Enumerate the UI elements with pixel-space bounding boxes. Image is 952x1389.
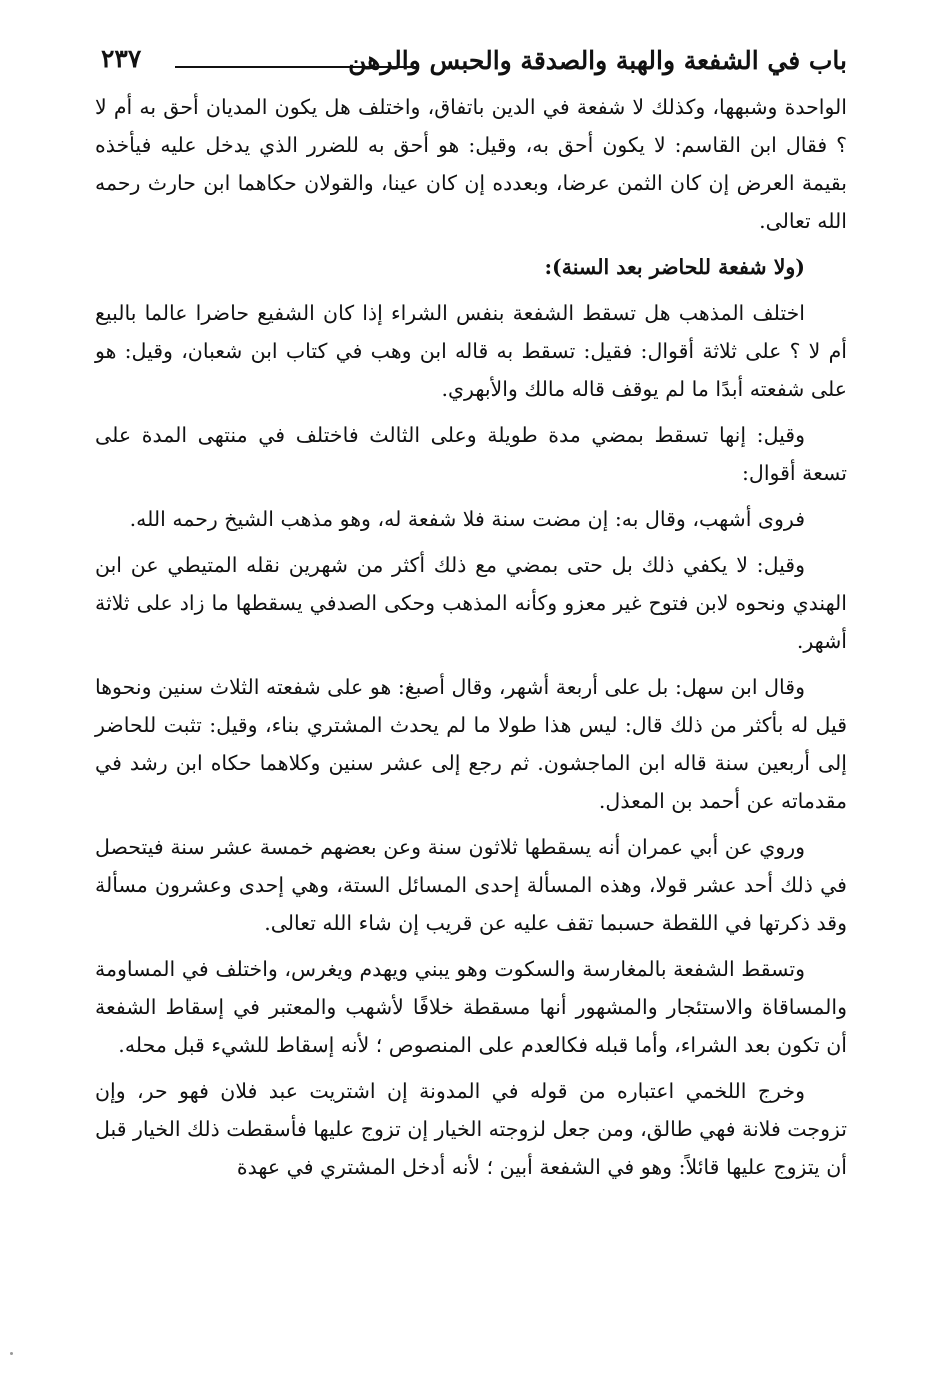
paragraph-1: الواحدة وشبهها، وكذلك لا شفعة في الدين باتفاق، واختلف هل يكون المديان أحق به أم لا ؟ فقال ابن القاسم: لا يكون أحق به، وقيل: هو أحق به للضرر الذي يدخل عليه فيأخذه بقيمة العرض إن كان الثمن عرضا، وبعدده إن كان عينا، والقولان حكاهما ابن حارث رحمه الله تعالى. (95, 95, 847, 233)
paragraph-2: اختلف المذهب هل تسقط الشفعة بنفس الشراء إذا كان الشفيع حاضرا عالما بالبيع أم لا ؟ على ثلاثة أقوال: فقيل: تسقط به قاله ابن وهب في كتاب ابن شعبان، وقيل: هو على شفعته أبدًا ما لم يوقف قاله مالك والأبهري. (95, 301, 847, 401)
paragraph-3: وقيل: إنها تسقط بمضي مدة طويلة وعلى الثالث فاختلف في منتهى المدة على تسعة أقوال: (95, 423, 847, 485)
chapter-title: باب في الشفعة والهبة والصدقة والحبس والرهن (348, 46, 847, 75)
section-heading: (ولا شفعة للحاضر بعد السنة): (544, 255, 805, 279)
body-text (95, 88, 847, 1186)
document-page (95, 40, 847, 1194)
paragraph-5: وقيل: لا يكفي ذلك بل حتى بمضي مع ذلك أكثر من شهرين نقله المتيطي عن ابن الهندي ونحوه لابن فتوح غير معزو وكأنه المذهب وحكى الصدفي يسقطها ما زاد على ثلاثة أشهر. (95, 553, 847, 653)
paragraph-8: وتسقط الشفعة بالمغارسة والسكوت وهو يبني ويهدم ويغرس، واختلف في المساومة والمساقاة والاستئجار والمشهور أنها مسقطة خلافًا لأشهب والمعتبر في إسقاط الشفعة أن تكون بعد الشراء، وأما قبله فكالعدم على المنصوص ؛ لأنه إسقاط للشيء قبل محله. (95, 957, 847, 1057)
running-header (95, 40, 847, 88)
paragraph-6: وقال ابن سهل: بل على أربعة أشهر، وقال أصبغ: هو على شفعته الثلاث سنين ونحوها قيل له بأكثر من ذلك قال: ليس هذا طولا ما لم يحدث المشتري بناء، وقيل: تثبت للحاضر إلى أربعين سنة قاله ابن الماجشون. ثم رجع إلى عشر سنين وكلاهما حكاه ابن رشد في مقدماته عن أحمد بن المعذل. (95, 675, 847, 813)
header-rule (175, 66, 417, 68)
page-number: ٢٣٧ (101, 44, 142, 73)
scan-speck (10, 1352, 13, 1355)
paragraph-4: فروى أشهب، وقال به: إن مضت سنة فلا شفعة له، وهو مذهب الشيخ رحمه الله. (129, 507, 805, 531)
paragraph-9: وخرج اللخمي اعتباره من قوله في المدونة إن اشتريت عبد فلان فهو حر، وإن تزوجت فلانة فهي طالق، ومن جعل لزوجته الخيار إن تزوج عليها فأسقطت ذلك الخيار قبل أن يتزوج عليها قائلاً: وهو في الشفعة أبين ؛ لأنه أدخل المشتري في عهدة (95, 1079, 847, 1179)
paragraph-7: وروي عن أبي عمران أنه يسقطها ثلاثون سنة وعن بعضهم خمسة عشر سنة فيتحصل في ذلك أحد عشر قولا، وهذه المسألة إحدى المسائل الستة، وهي إحدى وعشرون مسألة وقد ذكرتها في اللقطة حسبما تقف عليه عن قريب إن شاء الله تعالى. (95, 835, 847, 935)
